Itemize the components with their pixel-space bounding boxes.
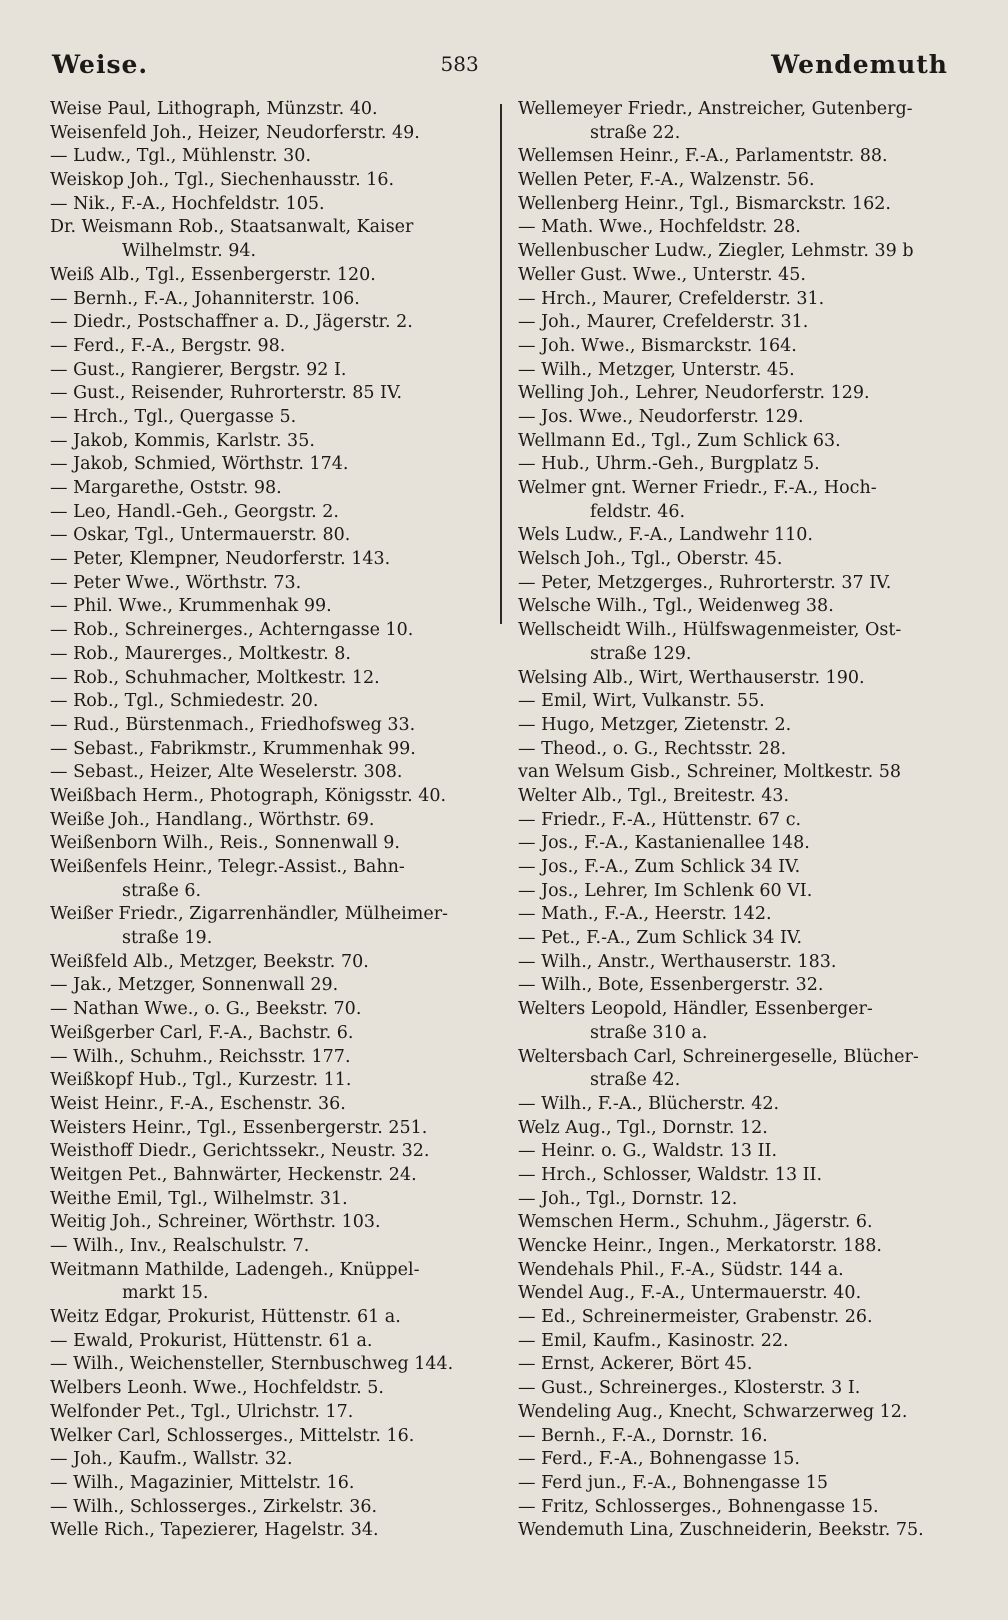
- directory-entry: — Hub., Uhrm.-Geh., Burgplatz 5.: [518, 454, 820, 475]
- directory-entry: — Gust., Schreinerges., Klosterstr. 3 I.: [518, 1378, 861, 1399]
- directory-entry: Weisenfeld Joh., Heizer, Neudorferstr. 49.: [50, 122, 420, 143]
- directory-entry: — Wilh., Inv., Realschulstr. 7.: [50, 1236, 310, 1256]
- directory-entry: Weißgerber Carl, F.-A., Bachstr. 6.: [50, 1022, 354, 1043]
- entry-continuation-line: markt 15.: [122, 1283, 209, 1304]
- directory-entry: Weiße Joh., Handlang., Wörthstr. 69.: [50, 809, 375, 830]
- directory-entry: Welling Joh., Lehrer, Neudorferstr. 129.: [518, 383, 870, 404]
- directory-entry: — Ludw., Tgl., Mühlenstr. 30.: [50, 146, 312, 167]
- directory-entry: — Gust., Rangierer, Bergstr. 92 I.: [50, 359, 347, 380]
- directory-entry: Weitmann Mathilde, Ladengeh., Knüppel-: [50, 1259, 420, 1280]
- column-divider-rule: [500, 104, 502, 624]
- directory-entry: — Wilh., F.-A., Blücherstr. 42.: [518, 1093, 780, 1114]
- directory-entry: Weitig Joh., Schreiner, Wörthstr. 103.: [50, 1212, 381, 1233]
- directory-entry: — Wilh., Bote, Essenbergerstr. 32.: [518, 975, 824, 996]
- directory-entry: — Joh. Wwe., Bismarckstr. 164.: [518, 335, 797, 356]
- entry-continuation-line: straße 129.: [590, 643, 692, 664]
- directory-entry: — Wilh., Metzger, Unterstr. 45.: [518, 359, 795, 380]
- directory-entry: Wellemsen Heinr., F.-A., Parlamentstr. 88.: [518, 146, 888, 167]
- directory-entry: — Peter Wwe., Wörthstr. 73.: [50, 572, 302, 593]
- directory-entry: — Oskar, Tgl., Untermauerstr. 80.: [50, 525, 351, 546]
- directory-entry: — Nathan Wwe., o. G., Beekstr. 70.: [50, 999, 362, 1020]
- directory-entry: — Heinr. o. G., Waldstr. 13 II.: [518, 1141, 778, 1162]
- directory-entry: — Rob., Schuhmacher, Moltkestr. 12.: [50, 667, 380, 688]
- directory-entry: — Math., F.-A., Heerstr. 142.: [518, 904, 772, 925]
- directory-entry: Welter Alb., Tgl., Breitestr. 43.: [518, 785, 790, 806]
- directory-entry: Welters Leopold, Händler, Essenberger-: [518, 999, 873, 1020]
- directory-entry: Welz Aug., Tgl., Dornstr. 12.: [518, 1117, 768, 1138]
- directory-entry: Weißenfels Heinr., Telegr.-Assist., Bahn-: [50, 857, 405, 877]
- directory-entry: — Theod., o. G., Rechtsstr. 28.: [518, 738, 787, 759]
- directory-entry: Wellen Peter, F.-A., Walzenstr. 56.: [518, 170, 815, 191]
- directory-entry: — Pet., F.-A., Zum Schlick 34 IV.: [518, 928, 803, 949]
- directory-entry: — Sebast., Fabrikmstr., Krummenhak 99.: [50, 738, 416, 759]
- entry-continuation-line: straße 310 a.: [590, 1022, 708, 1043]
- directory-entry: — Wilh., Schuhm., Reichsstr. 177.: [50, 1046, 351, 1067]
- directory-entry: — Jakob, Kommis, Karlstr. 35.: [50, 430, 315, 451]
- directory-entry: Weitgen Pet., Bahnwärter, Heckenstr. 24.: [50, 1164, 417, 1185]
- directory-entry: Weißer Friedr., Zigarrenhändler, Mülheimer-: [50, 904, 448, 925]
- directory-entry: — Joh., Maurer, Crefelderstr. 31.: [518, 312, 809, 333]
- directory-entry: — Rob., Tgl., Schmiedestr. 20.: [50, 691, 319, 712]
- directory-entry: Wellemeyer Friedr., Anstreicher, Gutenberg-: [518, 99, 913, 119]
- directory-entry: Weithe Emil, Tgl., Wilhelmstr. 31.: [50, 1188, 348, 1209]
- entry-continuation-line: straße 22.: [590, 122, 681, 143]
- directory-entry: — Joh., Kaufm., Wallstr. 32.: [50, 1449, 293, 1470]
- directory-entry: Dr. Weismann Rob., Staatsanwalt, Kaiser: [50, 217, 414, 238]
- directory-entry: Weiskop Joh., Tgl., Siechenhausstr. 16.: [50, 170, 395, 191]
- directory-entry: — Ferd., F.-A., Bergstr. 98.: [50, 335, 286, 356]
- directory-entry: van Welsum Gisb., Schreiner, Moltkestr. 58: [518, 762, 901, 783]
- directory-entry: — Hugo, Metzger, Zietenstr. 2.: [518, 714, 792, 735]
- directory-entry: — Fritz, Schlosserges., Bohnengasse 15.: [518, 1496, 879, 1517]
- directory-entry: Weisthoff Diedr., Gerichtssekr., Neustr. 32.: [50, 1141, 430, 1162]
- directory-entry: — Hrch., Maurer, Crefelderstr. 31.: [518, 288, 825, 309]
- directory-entry: — Nik., F.-A., Hochfeldstr. 105.: [50, 193, 325, 214]
- directory-entry: — Jos., F.-A., Kastanienallee 148.: [518, 833, 810, 854]
- directory-entry: — Leo, Handl.-Geh., Georgstr. 2.: [50, 501, 339, 522]
- directory-entry: Weiß Alb., Tgl., Essenbergerstr. 120.: [50, 264, 376, 285]
- directory-entry: Weller Gust. Wwe., Unterstr. 45.: [518, 264, 806, 285]
- directory-entry: — Jos., F.-A., Zum Schlick 34 IV.: [518, 857, 801, 877]
- directory-entry: — Ed., Schreinermeister, Grabenstr. 26.: [518, 1307, 873, 1328]
- directory-entry: Welsch Joh., Tgl., Oberstr. 45.: [518, 549, 783, 570]
- directory-entry: — Ferd jun., F.-A., Bohnengasse 15: [518, 1472, 828, 1493]
- page-number: 583: [440, 52, 479, 76]
- directory-entry: Wellscheidt Wilh., Hülfswagenmeister, Ost-: [518, 620, 902, 641]
- directory-entry: Weist Heinr., F.-A., Eschenstr. 36.: [50, 1093, 346, 1114]
- directory-entry: — Rob., Maurerges., Moltkestr. 8.: [50, 643, 351, 664]
- entry-continuation-line: straße 42.: [590, 1070, 681, 1091]
- directory-entry: Wendeling Aug., Knecht, Schwarzerweg 12.: [518, 1401, 908, 1422]
- directory-entry: Welbers Leonh. Wwe., Hochfeldstr. 5.: [50, 1378, 384, 1399]
- directory-entry: — Emil, Wirt, Vulkanstr. 55.: [518, 691, 765, 712]
- directory-entry: Wencke Heinr., Ingen., Merkatorstr. 188.: [518, 1236, 882, 1256]
- directory-entry: Welfonder Pet., Tgl., Ulrichstr. 17.: [50, 1401, 354, 1422]
- directory-entry: — Ernst, Ackerer, Bört 45.: [518, 1354, 753, 1375]
- directory-entry: Weltersbach Carl, Schreinergeselle, Blücher-: [518, 1046, 919, 1067]
- directory-entry: — Wilh., Schlosserges., Zirkelstr. 36.: [50, 1496, 378, 1517]
- directory-entry: — Jakob, Schmied, Wörthstr. 174.: [50, 454, 349, 475]
- entry-continuation-line: feldstr. 46.: [590, 501, 686, 522]
- directory-entry: Weitz Edgar, Prokurist, Hüttenstr. 61 a.: [50, 1307, 401, 1328]
- directory-entry: — Gust., Reisender, Ruhrorterstr. 85 IV.: [50, 383, 403, 404]
- directory-entry: — Peter, Klempner, Neudorferstr. 143.: [50, 549, 391, 570]
- directory-entry: — Jos. Wwe., Neudorferstr. 129.: [518, 406, 804, 427]
- directory-entry: — Ferd., F.-A., Bohnengasse 15.: [518, 1449, 800, 1470]
- directory-entry: — Ewald, Prokurist, Hüttenstr. 61 a.: [50, 1330, 373, 1351]
- directory-entry: — Hrch., Tgl., Quergasse 5.: [50, 406, 297, 427]
- directory-entry: — Friedr., F.-A., Hüttenstr. 67 c.: [518, 809, 802, 830]
- directory-entry: Wendel Aug., F.-A., Untermauerstr. 40.: [518, 1283, 862, 1304]
- directory-entry: Wemschen Herm., Schuhm., Jägerstr. 6.: [518, 1212, 873, 1233]
- directory-entry: Weißkopf Hub., Tgl., Kurzestr. 11.: [50, 1070, 352, 1091]
- directory-entry: Welsing Alb., Wirt, Werthauserstr. 190.: [518, 667, 865, 688]
- directory-entry: — Wilh., Anstr., Werthauserstr. 183.: [518, 951, 837, 972]
- directory-entry: Weißfeld Alb., Metzger, Beekstr. 70.: [50, 951, 369, 972]
- directory-entry: Welker Carl, Schlosserges., Mittelstr. 16.: [50, 1425, 415, 1446]
- header-right-word: Wendemuth: [771, 49, 948, 79]
- directory-entry: — Hrch., Schlosser, Waldstr. 13 II.: [518, 1164, 823, 1185]
- directory-entry: — Phil. Wwe., Krummenhak 99.: [50, 596, 332, 617]
- directory-entry: — Bernh., F.-A., Dornstr. 16.: [518, 1425, 768, 1446]
- directory-entry: — Joh., Tgl., Dornstr. 12.: [518, 1188, 738, 1209]
- directory-entry: Wellenbuscher Ludw., Ziegler, Lehmstr. 39 b: [518, 241, 914, 262]
- header-left-word: Weise.: [52, 49, 149, 79]
- directory-entry: Weißenborn Wilh., Reis., Sonnenwall 9.: [50, 833, 400, 854]
- directory-entry: Welle Rich., Tapezierer, Hagelstr. 34.: [50, 1520, 379, 1541]
- directory-entry: Welmer gnt. Werner Friedr., F.-A., Hoch-: [518, 478, 877, 498]
- directory-entry: Wendemuth Lina, Zuschneiderin, Beekstr. 75.: [518, 1520, 924, 1541]
- directory-entry: Welsche Wilh., Tgl., Weidenweg 38.: [518, 596, 834, 617]
- entry-continuation-line: straße 6.: [122, 880, 202, 901]
- directory-entry: — Jak., Metzger, Sonnenwall 29.: [50, 975, 339, 996]
- directory-entry: Weise Paul, Lithograph, Münzstr. 40.: [50, 99, 378, 119]
- directory-entry: Wendehals Phil., F.-A., Südstr. 144 a.: [518, 1259, 844, 1280]
- left-column: [50, 98, 490, 1543]
- directory-entry: — Math. Wwe., Hochfeldstr. 28.: [518, 217, 801, 238]
- directory-entry: — Bernh., F.-A., Johanniterstr. 106.: [50, 288, 360, 309]
- directory-entry: Weißbach Herm., Photograph, Königsstr. 40.: [50, 785, 447, 806]
- entry-continuation-line: Wilhelmstr. 94.: [122, 241, 257, 262]
- directory-entry: — Sebast., Heizer, Alte Weselerstr. 308.: [50, 762, 403, 783]
- directory-entry: — Peter, Metzgerges., Ruhrorterstr. 37 IV.: [518, 572, 892, 593]
- directory-entry: Wels Ludw., F.-A., Landwehr 110.: [518, 525, 813, 546]
- directory-entry: Wellmann Ed., Tgl., Zum Schlick 63.: [518, 430, 841, 451]
- directory-entry: — Diedr., Postschaffner a. D., Jägerstr. 2.: [50, 312, 413, 333]
- directory-entry: — Wilh., Magazinier, Mittelstr. 16.: [50, 1472, 355, 1493]
- directory-entry: Wellenberg Heinr., Tgl., Bismarckstr. 162.: [518, 193, 891, 214]
- directory-entry: — Jos., Lehrer, Im Schlenk 60 VI.: [518, 880, 813, 901]
- directory-entry: — Rud., Bürstenmach., Friedhofsweg 33.: [50, 714, 416, 735]
- running-header: [52, 44, 948, 84]
- directory-entry: — Emil, Kaufm., Kasinostr. 22.: [518, 1330, 789, 1351]
- entry-continuation-line: straße 19.: [122, 928, 213, 949]
- directory-entry: Weisters Heinr., Tgl., Essenbergerstr. 251.: [50, 1117, 428, 1138]
- directory-entry: — Wilh., Weichensteller, Sternbuschweg 144.: [50, 1354, 454, 1375]
- directory-entry: — Margarethe, Oststr. 98.: [50, 478, 282, 498]
- right-column: [518, 98, 950, 1543]
- directory-entry: — Rob., Schreinerges., Achterngasse 10.: [50, 620, 414, 641]
